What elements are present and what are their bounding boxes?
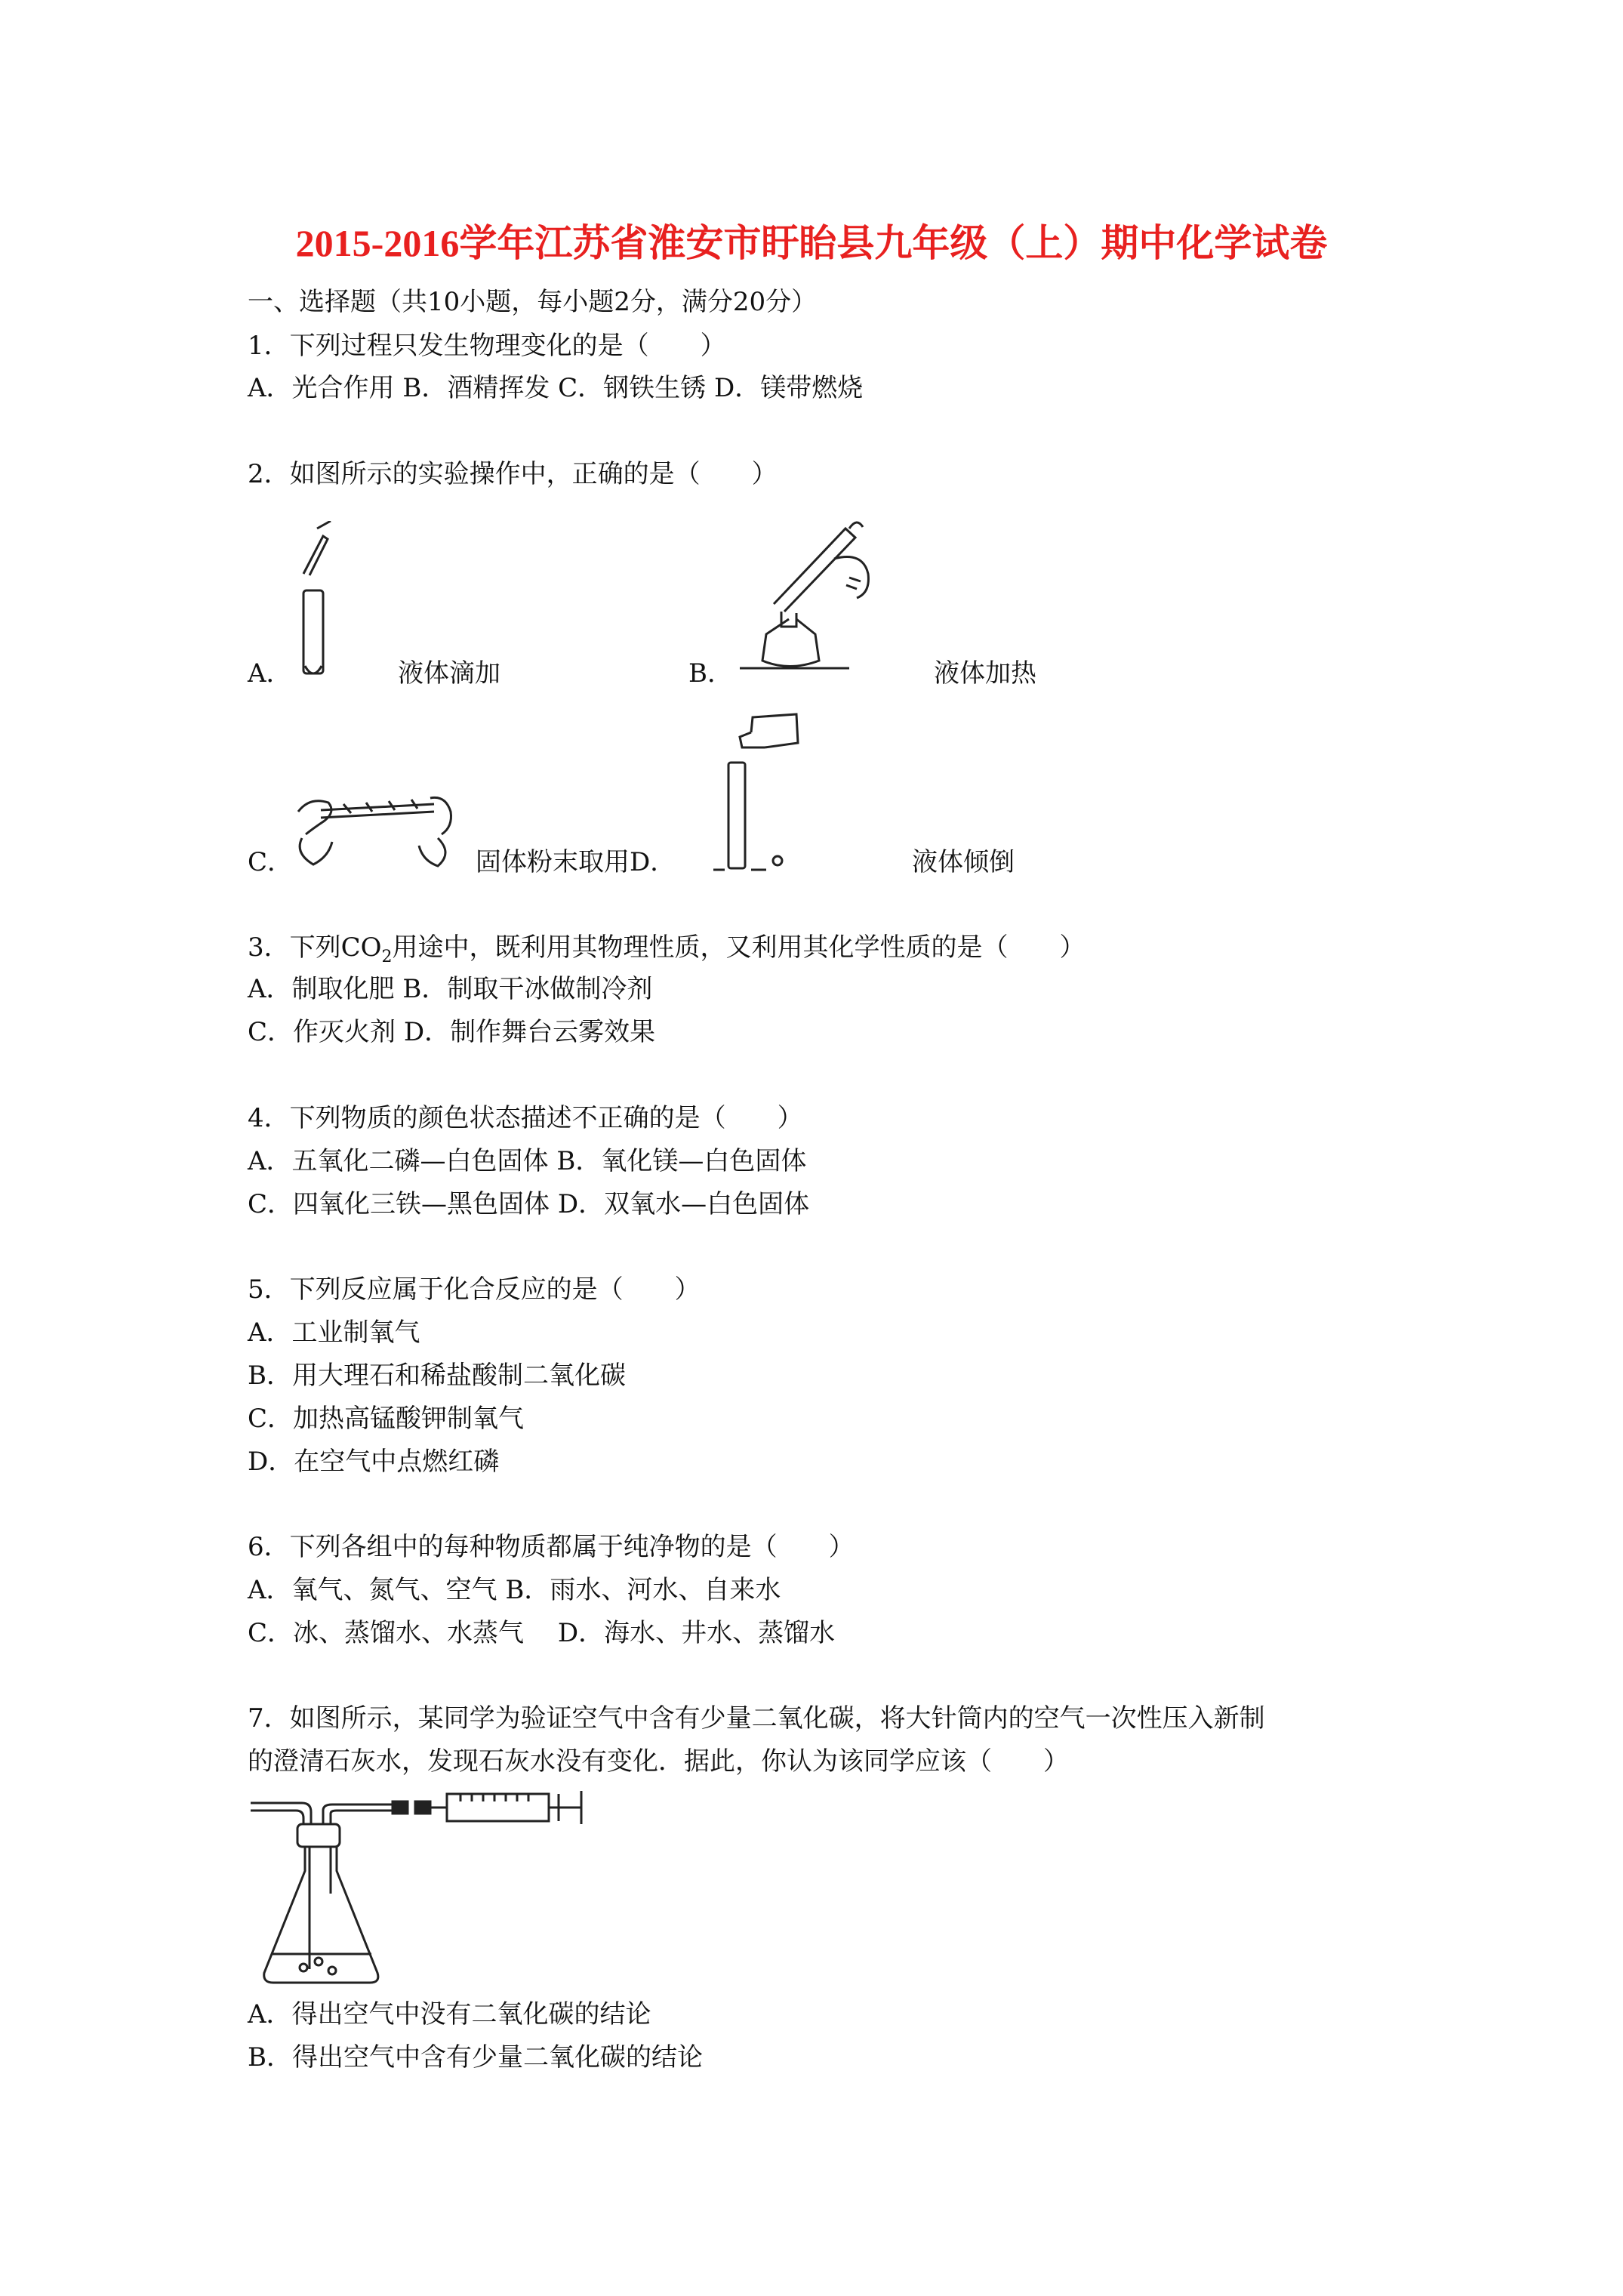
- section-heading: 一、选择题（共10小题，每小题2分，满分20分）: [248, 287, 818, 317]
- q7-stem-line2: 的澄清石灰水，发现石灰水没有变化．据此，你认为该同学应该（ ）: [248, 1746, 1069, 1777]
- hands-holding-paper-trough-icon: [291, 781, 457, 872]
- q7-stem-line1: 7．如图所示，某同学为验证空气中含有少量二氧化碳，将大针筒内的空气一次性压入新制: [248, 1703, 1265, 1734]
- q2-a-label: 液体滴加: [398, 658, 500, 689]
- q2-a-letter: A．: [248, 658, 292, 689]
- q4-options-line1: A．五氧化二磷—白色固体 B．氧化镁—白色固体: [248, 1146, 807, 1176]
- q3-stem: 3．下列$CO_2$用途中，既利用其物理性质，又利用其化学性质的是（ ）: [248, 932, 1086, 966]
- q4-options-line2: C．四氧化三铁—黑色固体 D．双氧水—白色固体: [248, 1189, 810, 1219]
- q4-stem: 4．下列物质的颜色状态描述不正确的是（ ）: [248, 1103, 803, 1133]
- q6-options-line1: A．氧气、氮气、空气 B．雨水、河水、自来水: [248, 1575, 781, 1605]
- bottle-pouring-into-test-tube-icon: [698, 710, 849, 876]
- q2-b-label: 液体加热: [934, 658, 1036, 689]
- q5-option-a: A．工业制氧气: [248, 1318, 420, 1348]
- q6-options-line2: C．冰、蒸馏水、水蒸气 D．海水、井水、蒸馏水: [248, 1618, 836, 1648]
- q2-c-letter: C．: [248, 847, 294, 877]
- syringe-and-flask-apparatus-icon: [249, 1788, 611, 1992]
- q3-options-line1: A．制取化肥 B．制取干冰做制冷剂: [248, 974, 653, 1004]
- q2-d-label: 液体倾倒: [912, 847, 1015, 877]
- page-title: 2015-2016学年江苏省淮安市盱眙县九年级（上）期中化学试卷: [295, 222, 1328, 264]
- q2-c-label: 固体粉末取用D．: [476, 847, 676, 877]
- q6-stem: 6．下列各组中的每种物质都属于纯净物的是（ ）: [248, 1532, 855, 1562]
- q7-option-b: B．得出空气中含有少量二氧化碳的结论: [248, 2042, 703, 2073]
- q5-stem: 5．下列反应属于化合反应的是（ ）: [248, 1274, 701, 1305]
- q2-stem: 2．如图所示的实验操作中，正确的是（ ）: [248, 459, 778, 489]
- q1-options: A．光合作用 B．酒精挥发 C．钢铁生锈 D．镁带燃烧: [248, 373, 864, 403]
- q2-b-letter: B．: [688, 658, 733, 689]
- q5-option-b: B．用大理石和稀盐酸制二氧化碳: [248, 1361, 626, 1391]
- q7-option-a: A．得出空气中没有二氧化碳的结论: [248, 1999, 651, 2029]
- q1-stem: 1．下列过程只发生物理变化的是（ ）: [248, 331, 726, 361]
- q5-option-d: D．在空气中点燃红磷: [248, 1447, 500, 1477]
- q5-option-c: C．加热高锰酸钾制氧气: [248, 1404, 525, 1434]
- dropper-over-test-tube-icon: [287, 521, 347, 687]
- q3-options-line2: C．作灭火剂 D．制作舞台云雾效果: [248, 1017, 656, 1047]
- test-tube-heating-over-lamp-icon: [736, 513, 887, 680]
